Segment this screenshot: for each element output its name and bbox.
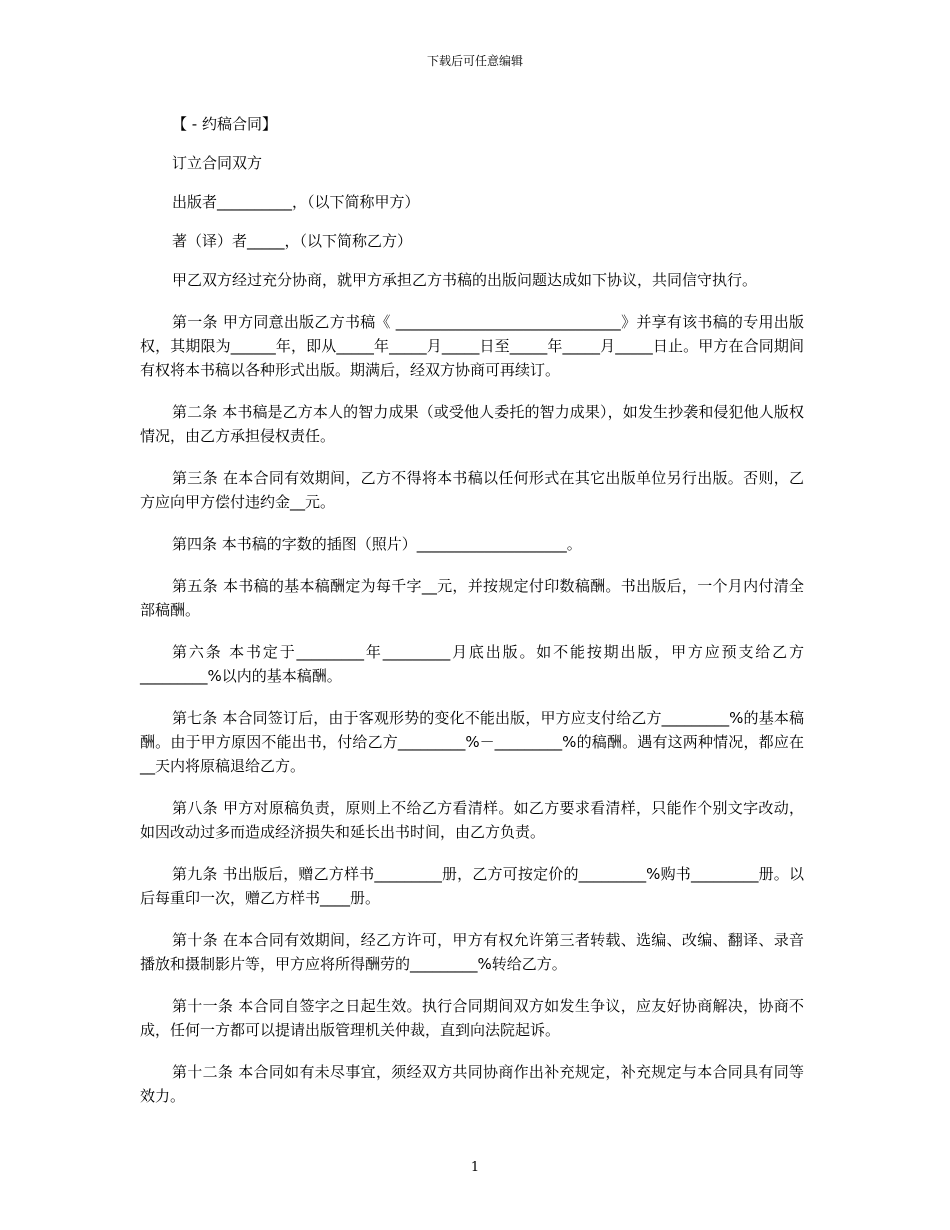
article-6: 第六条 本书定于_________年_________月底出版。如不能按期出版，甲方应预支给乙方_________%以内的基本稿酬。 (140, 643, 804, 685)
article-12: 第十二条 本合同如有未尽事宜，须经双方共同协商作出补充规定，补充规定与本合同具有同等效力。 (140, 1063, 804, 1105)
article-4: 第四条 本书稿的字数的插图（照片）____________________。 (172, 535, 582, 553)
article-5: 第五条 本书稿的基本稿酬定为每千字__元，并按规定付印数稿酬。书出版后，一个月内付清全部稿酬。 (140, 577, 804, 619)
contract-title: 【 - 约稿合同】 (172, 115, 277, 133)
page-header-note: 下载后可任意编辑 (426, 54, 523, 68)
article-3: 第三条 在本合同有效期间，乙方不得将本书稿以任何形式在其它出版单位另行出版。否则，乙方应向甲方偿付违约金__元。 (140, 469, 804, 511)
publisher-line: 出版者__________，（以下简称甲方） (172, 193, 420, 211)
preamble: 甲乙双方经过充分协商，就甲方承担乙方书稿的出版问题达成如下协议，共同信守执行。 (172, 271, 758, 289)
page-number: 1 (470, 1160, 480, 1175)
parties-heading: 订立合同双方 (172, 154, 263, 172)
article-8: 第八条 甲方对原稿负责，原则上不给乙方看清样。如乙方要求看清样，只能作个别文字改动，如因改动过多而造成经济损失和延长出书时间，由乙方负责。 (140, 799, 804, 841)
article-2: 第二条 本书稿是乙方本人的智力成果（或受他人委托的智力成果），如发生抄袭和侵犯他人版权情况，由乙方承担侵权责任。 (140, 403, 804, 445)
article-11: 第十一条 本合同自签字之日起生效。执行合同期间双方如发生争议，应友好协商解决，协商不成，任何一方都可以提请出版管理机关仲裁，直到向法院起诉。 (140, 997, 804, 1039)
article-9: 第九条 书出版后，赠乙方样书_________册，乙方可按定价的_________%购书_________册。以后每重印一次，赠乙方样书____册。 (140, 865, 804, 907)
article-7: 第七条 本合同签订后，由于客观形势的变化不能出版，甲方应支付给乙方_________%的基本稿酬。由于甲方原因不能出书，付给乙方_________%－_________%的稿酬。遇有这两种情况，都应在__天内将原稿退给乙方。 (140, 709, 804, 775)
article-10: 第十条 在本合同有效期间，经乙方许可，甲方有权允许第三者转载、选编、改编、翻译、录音播放和摄制影片等，甲方应将所得酬劳的_________%转给乙方。 (140, 931, 804, 973)
article-1: 第一条 甲方同意出版乙方书稿《 ______________________________》并享有该书稿的专用出版权，其期限为______年，即从_____年_____月_____日至_____年_____月_____日止。甲方在合同期间有权将本书稿以各种形式出版。期满后，经双方协商可再续订。 (140, 313, 804, 379)
author-line: 著（译）者_____，（以下简称乙方） (172, 232, 413, 250)
contract-body (140, 112, 804, 1126)
